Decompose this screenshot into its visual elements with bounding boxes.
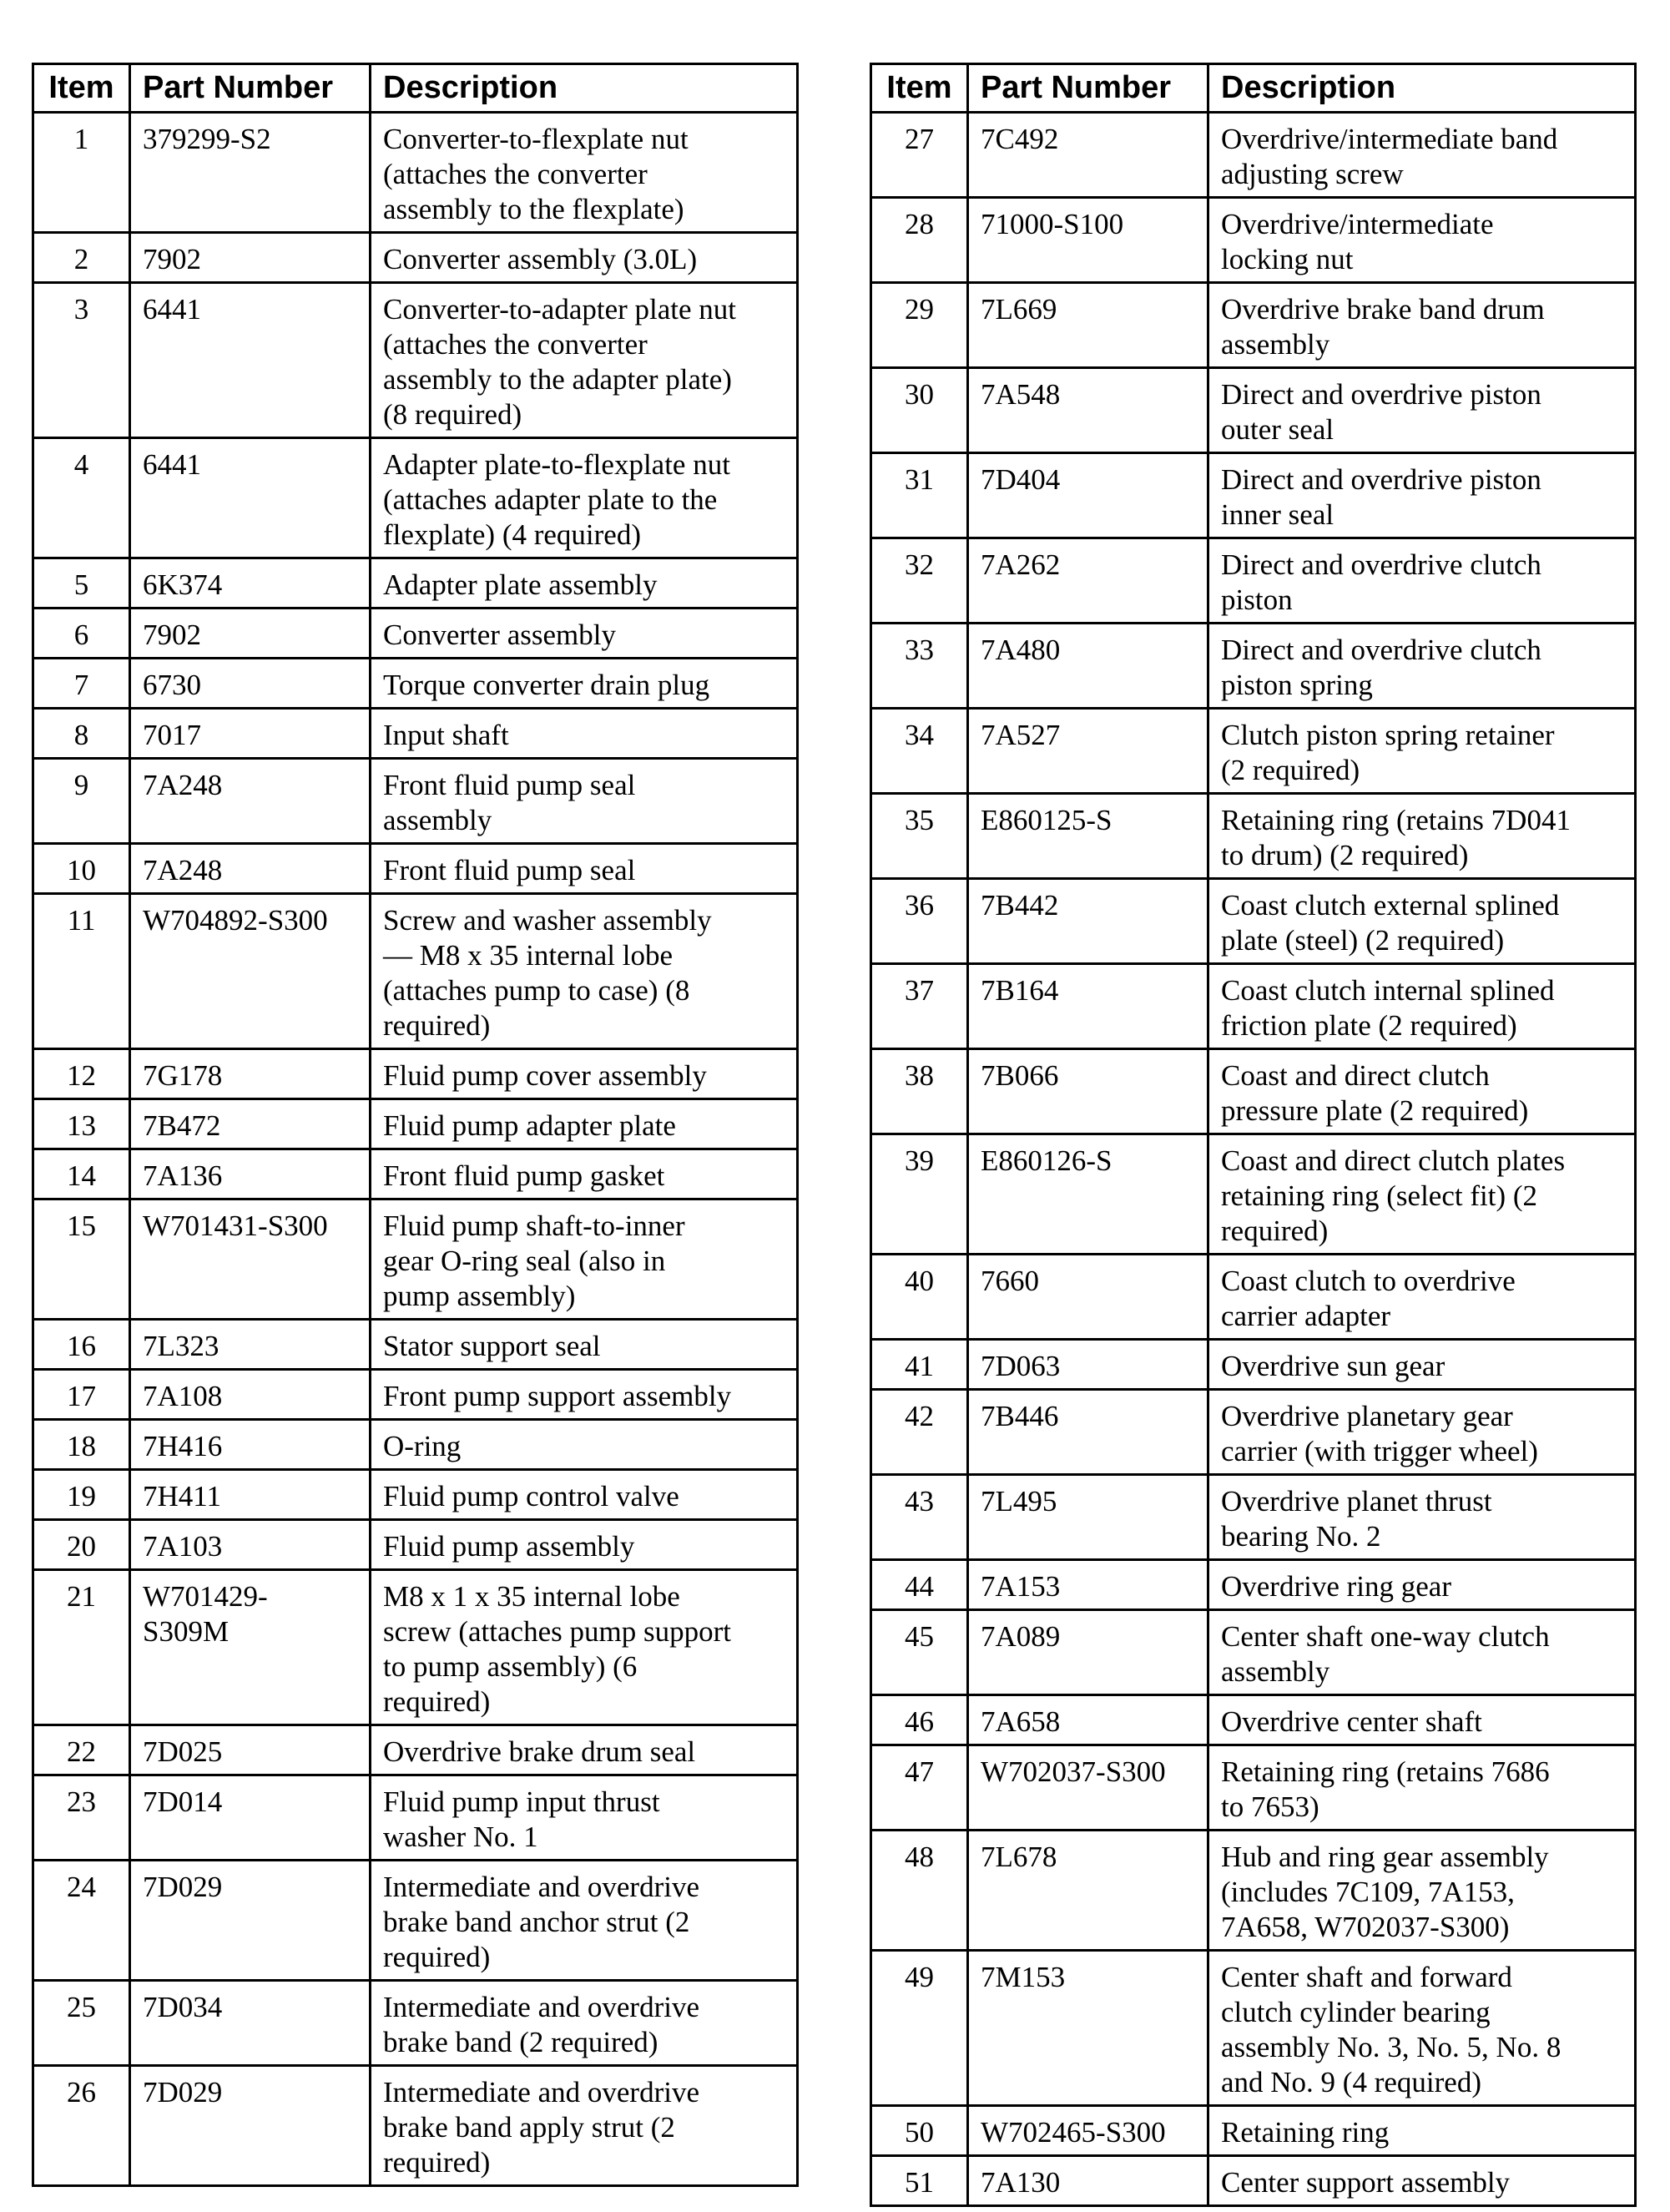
part-number-cell: 7C492 — [968, 113, 1208, 198]
item-cell: 6 — [33, 609, 130, 659]
item-cell: 18 — [33, 1420, 130, 1470]
description-cell: Adapter plate assembly — [371, 558, 798, 609]
description-cell: Intermediate and overdrive brake band anchor strut (2 required) — [371, 1861, 798, 1981]
table-row — [871, 1049, 1636, 1134]
table-row — [33, 558, 798, 609]
item-cell: 14 — [33, 1149, 130, 1199]
table-row — [871, 538, 1636, 624]
table-row — [33, 1370, 798, 1420]
description-cell: Coast clutch external splined plate (steel) (2 required) — [1208, 879, 1636, 964]
table-row — [33, 609, 798, 659]
item-cell: 45 — [871, 1610, 968, 1695]
table-row — [871, 113, 1636, 198]
table-row — [871, 2156, 1636, 2206]
part-number-cell: 7902 — [130, 233, 371, 283]
header-item: Item — [33, 64, 130, 113]
part-number-cell: 7B442 — [968, 879, 1208, 964]
item-cell: 4 — [33, 438, 130, 558]
header-description: Description — [1208, 64, 1636, 113]
table-row — [33, 1199, 798, 1320]
item-cell: 28 — [871, 198, 968, 283]
part-number-cell: 7A248 — [130, 844, 371, 894]
item-cell: 32 — [871, 538, 968, 624]
part-number-cell: 7B446 — [968, 1390, 1208, 1475]
table-body-left — [33, 113, 798, 2186]
description-cell: Intermediate and overdrive brake band apply strut (2 required) — [371, 2066, 798, 2186]
item-cell: 47 — [871, 1745, 968, 1831]
table-row — [33, 1520, 798, 1570]
item-cell: 51 — [871, 2156, 968, 2206]
part-number-cell: 7G178 — [130, 1049, 371, 1099]
description-cell: Torque converter drain plug — [371, 659, 798, 709]
part-number-cell: 7A108 — [130, 1370, 371, 1420]
table-body-right — [871, 113, 1636, 2206]
item-cell: 21 — [33, 1570, 130, 1725]
table-row — [871, 709, 1636, 794]
table-row — [871, 2106, 1636, 2156]
part-number-cell: 6441 — [130, 283, 371, 438]
item-cell: 40 — [871, 1255, 968, 1340]
table-row — [33, 438, 798, 558]
table-row — [33, 1099, 798, 1149]
item-cell: 26 — [33, 2066, 130, 2186]
table-row — [33, 1420, 798, 1470]
description-cell: Hub and ring gear assembly (includes 7C109, 7A153, 7A658, W702037-S300) — [1208, 1831, 1636, 1951]
item-cell: 36 — [871, 879, 968, 964]
description-cell: Fluid pump control valve — [371, 1470, 798, 1520]
header-row — [33, 64, 798, 113]
description-cell: Direct and overdrive piston inner seal — [1208, 453, 1636, 538]
table-row — [871, 964, 1636, 1049]
item-cell: 38 — [871, 1049, 968, 1134]
part-number-cell: 71000-S100 — [968, 198, 1208, 283]
part-number-cell: 6K374 — [130, 558, 371, 609]
table-row — [33, 1570, 798, 1725]
table-row — [33, 709, 798, 759]
item-cell: 44 — [871, 1560, 968, 1610]
part-number-cell: 7B066 — [968, 1049, 1208, 1134]
item-cell: 3 — [33, 283, 130, 438]
header-item: Item — [871, 64, 968, 113]
part-number-cell: 7902 — [130, 609, 371, 659]
part-number-cell: 7D034 — [130, 1981, 371, 2066]
part-number-cell: 7B164 — [968, 964, 1208, 1049]
part-number-cell: W702037-S300 — [968, 1745, 1208, 1831]
header-part-number: Part Number — [130, 64, 371, 113]
description-cell: Stator support seal — [371, 1320, 798, 1370]
part-number-cell: 7L678 — [968, 1831, 1208, 1951]
description-cell: Center shaft one-way clutch assembly — [1208, 1610, 1636, 1695]
description-cell: Fluid pump shaft-to-inner gear O-ring seal (also in pump assembly) — [371, 1199, 798, 1320]
table-row — [871, 1340, 1636, 1390]
description-cell: Overdrive ring gear — [1208, 1560, 1636, 1610]
table-row — [871, 368, 1636, 453]
description-cell: M8 x 1 x 35 internal lobe screw (attaches pump support to pump assembly) (6 required) — [371, 1570, 798, 1725]
item-cell: 42 — [871, 1390, 968, 1475]
item-cell: 50 — [871, 2106, 968, 2156]
part-number-cell: 7D404 — [968, 453, 1208, 538]
part-number-cell: W701429- S309M — [130, 1570, 371, 1725]
description-cell: Coast clutch to overdrive carrier adapter — [1208, 1255, 1636, 1340]
table-row — [33, 1049, 798, 1099]
part-number-cell: 7A658 — [968, 1695, 1208, 1745]
table-row — [33, 1149, 798, 1199]
table-row — [33, 283, 798, 438]
part-number-cell: 7A527 — [968, 709, 1208, 794]
item-cell: 41 — [871, 1340, 968, 1390]
table-row — [33, 233, 798, 283]
parts-table-left — [32, 63, 799, 2187]
part-number-cell: 7H416 — [130, 1420, 371, 1470]
item-cell: 22 — [33, 1725, 130, 1775]
description-cell: Overdrive planet thrust bearing No. 2 — [1208, 1475, 1636, 1560]
item-cell: 7 — [33, 659, 130, 709]
description-cell: Converter assembly — [371, 609, 798, 659]
description-cell: Overdrive/intermediate locking nut — [1208, 198, 1636, 283]
description-cell: Fluid pump adapter plate — [371, 1099, 798, 1149]
item-cell: 35 — [871, 794, 968, 879]
item-cell: 49 — [871, 1951, 968, 2106]
description-cell: Coast and direct clutch pressure plate (2 required) — [1208, 1049, 1636, 1134]
table-row — [33, 1725, 798, 1775]
table-row — [871, 1695, 1636, 1745]
part-number-cell: 7A153 — [968, 1560, 1208, 1610]
item-cell: 19 — [33, 1470, 130, 1520]
part-number-cell: 7A130 — [968, 2156, 1208, 2206]
item-cell: 46 — [871, 1695, 968, 1745]
item-cell: 15 — [33, 1199, 130, 1320]
part-number-cell: 7A248 — [130, 759, 371, 844]
part-number-cell: 7A089 — [968, 1610, 1208, 1695]
item-cell: 8 — [33, 709, 130, 759]
part-number-cell: 7M153 — [968, 1951, 1208, 2106]
description-cell: Front pump support assembly — [371, 1370, 798, 1420]
description-cell: Fluid pump cover assembly — [371, 1049, 798, 1099]
part-number-cell: 7L669 — [968, 283, 1208, 368]
part-number-cell: E860126-S — [968, 1134, 1208, 1255]
description-cell: Input shaft — [371, 709, 798, 759]
part-number-cell: 7017 — [130, 709, 371, 759]
item-cell: 39 — [871, 1134, 968, 1255]
table-row — [871, 1560, 1636, 1610]
description-cell: Direct and overdrive piston outer seal — [1208, 368, 1636, 453]
item-cell: 29 — [871, 283, 968, 368]
part-number-cell: 7A548 — [968, 368, 1208, 453]
table-row — [871, 1475, 1636, 1560]
item-cell: 5 — [33, 558, 130, 609]
table-row — [871, 1831, 1636, 1951]
description-cell: Direct and overdrive clutch piston spring — [1208, 624, 1636, 709]
table-row — [871, 1951, 1636, 2106]
table-row — [871, 1390, 1636, 1475]
part-number-cell: W702465-S300 — [968, 2106, 1208, 2156]
table-row — [871, 879, 1636, 964]
description-cell: Converter-to-flexplate nut (attaches the converter assembly to the flexplate) — [371, 113, 798, 233]
description-cell: Overdrive planetary gear carrier (with trigger wheel) — [1208, 1390, 1636, 1475]
description-cell: Retaining ring (retains 7D041 to drum) (2 required) — [1208, 794, 1636, 879]
parts-table-right — [870, 63, 1637, 2207]
description-cell: Front fluid pump gasket — [371, 1149, 798, 1199]
part-number-cell: 6441 — [130, 438, 371, 558]
header-row — [871, 64, 1636, 113]
description-cell: Coast clutch internal splined friction plate (2 required) — [1208, 964, 1636, 1049]
part-number-cell: 7D025 — [130, 1725, 371, 1775]
part-number-cell: 7D029 — [130, 1861, 371, 1981]
description-cell: Overdrive brake drum seal — [371, 1725, 798, 1775]
part-number-cell: 6730 — [130, 659, 371, 709]
table-row — [33, 1775, 798, 1861]
description-cell: Front fluid pump seal — [371, 844, 798, 894]
item-cell: 33 — [871, 624, 968, 709]
table-row — [871, 453, 1636, 538]
part-number-cell: 379299-S2 — [130, 113, 371, 233]
table-row — [871, 1745, 1636, 1831]
table-row — [33, 113, 798, 233]
table-row — [33, 1470, 798, 1520]
description-cell: Center shaft and forward clutch cylinder bearing assembly No. 3, No. 5, No. 8 and No. 9 (4 required) — [1208, 1951, 1636, 2106]
table-row — [33, 894, 798, 1049]
description-cell: Center support assembly — [1208, 2156, 1636, 2206]
table-row — [871, 794, 1636, 879]
description-cell: Fluid pump assembly — [371, 1520, 798, 1570]
item-cell: 27 — [871, 113, 968, 198]
part-number-cell: 7L495 — [968, 1475, 1208, 1560]
part-number-cell: 7H411 — [130, 1470, 371, 1520]
description-cell: Overdrive/intermediate band adjusting screw — [1208, 113, 1636, 198]
description-cell: Fluid pump input thrust washer No. 1 — [371, 1775, 798, 1861]
item-cell: 30 — [871, 368, 968, 453]
item-cell: 17 — [33, 1370, 130, 1420]
description-cell: Adapter plate-to-flexplate nut (attaches adapter plate to the flexplate) (4 required) — [371, 438, 798, 558]
item-cell: 1 — [33, 113, 130, 233]
table-row — [33, 759, 798, 844]
item-cell: 2 — [33, 233, 130, 283]
part-number-cell: E860125-S — [968, 794, 1208, 879]
item-cell: 43 — [871, 1475, 968, 1560]
table-row — [871, 1134, 1636, 1255]
description-cell: Overdrive center shaft — [1208, 1695, 1636, 1745]
table-row — [33, 1981, 798, 2066]
description-cell: Clutch piston spring retainer (2 required) — [1208, 709, 1636, 794]
item-cell: 12 — [33, 1049, 130, 1099]
description-cell: Retaining ring (retains 7686 to 7653) — [1208, 1745, 1636, 1831]
item-cell: 31 — [871, 453, 968, 538]
table-row — [871, 624, 1636, 709]
table-row — [33, 1320, 798, 1370]
part-number-cell: W701431-S300 — [130, 1199, 371, 1320]
item-cell: 37 — [871, 964, 968, 1049]
header-description: Description — [371, 64, 798, 113]
item-cell: 34 — [871, 709, 968, 794]
description-cell: Coast and direct clutch plates retaining ring (select fit) (2 required) — [1208, 1134, 1636, 1255]
part-number-cell: 7A480 — [968, 624, 1208, 709]
part-number-cell: W704892-S300 — [130, 894, 371, 1049]
part-number-cell: 7D029 — [130, 2066, 371, 2186]
item-cell: 25 — [33, 1981, 130, 2066]
description-cell: O-ring — [371, 1420, 798, 1470]
part-number-cell: 7D014 — [130, 1775, 371, 1861]
description-cell: Converter assembly (3.0L) — [371, 233, 798, 283]
item-cell: 23 — [33, 1775, 130, 1861]
table-row — [33, 844, 798, 894]
part-number-cell: 7A262 — [968, 538, 1208, 624]
item-cell: 13 — [33, 1099, 130, 1149]
part-number-cell: 7A136 — [130, 1149, 371, 1199]
item-cell: 9 — [33, 759, 130, 844]
description-cell: Screw and washer assembly — M8 x 35 internal lobe (attaches pump to case) (8 required) — [371, 894, 798, 1049]
table-row — [33, 1861, 798, 1981]
description-cell: Overdrive sun gear — [1208, 1340, 1636, 1390]
description-cell: Converter-to-adapter plate nut (attaches the converter assembly to the adapter plate) (8 required) — [371, 283, 798, 438]
item-cell: 20 — [33, 1520, 130, 1570]
item-cell: 16 — [33, 1320, 130, 1370]
part-number-cell: 7D063 — [968, 1340, 1208, 1390]
description-cell: Intermediate and overdrive brake band (2 required) — [371, 1981, 798, 2066]
description-cell: Overdrive brake band drum assembly — [1208, 283, 1636, 368]
description-cell: Retaining ring — [1208, 2106, 1636, 2156]
part-number-cell: 7L323 — [130, 1320, 371, 1370]
part-number-cell: 7660 — [968, 1255, 1208, 1340]
table-row — [33, 659, 798, 709]
part-number-cell: 7B472 — [130, 1099, 371, 1149]
item-cell: 11 — [33, 894, 130, 1049]
header-part-number: Part Number — [968, 64, 1208, 113]
table-row — [871, 283, 1636, 368]
table-row — [871, 1610, 1636, 1695]
table-row — [33, 2066, 798, 2186]
item-cell: 10 — [33, 844, 130, 894]
table-row — [871, 1255, 1636, 1340]
table-row — [871, 198, 1636, 283]
description-cell: Direct and overdrive clutch piston — [1208, 538, 1636, 624]
item-cell: 48 — [871, 1831, 968, 1951]
item-cell: 24 — [33, 1861, 130, 1981]
part-number-cell: 7A103 — [130, 1520, 371, 1570]
description-cell: Front fluid pump seal assembly — [371, 759, 798, 844]
